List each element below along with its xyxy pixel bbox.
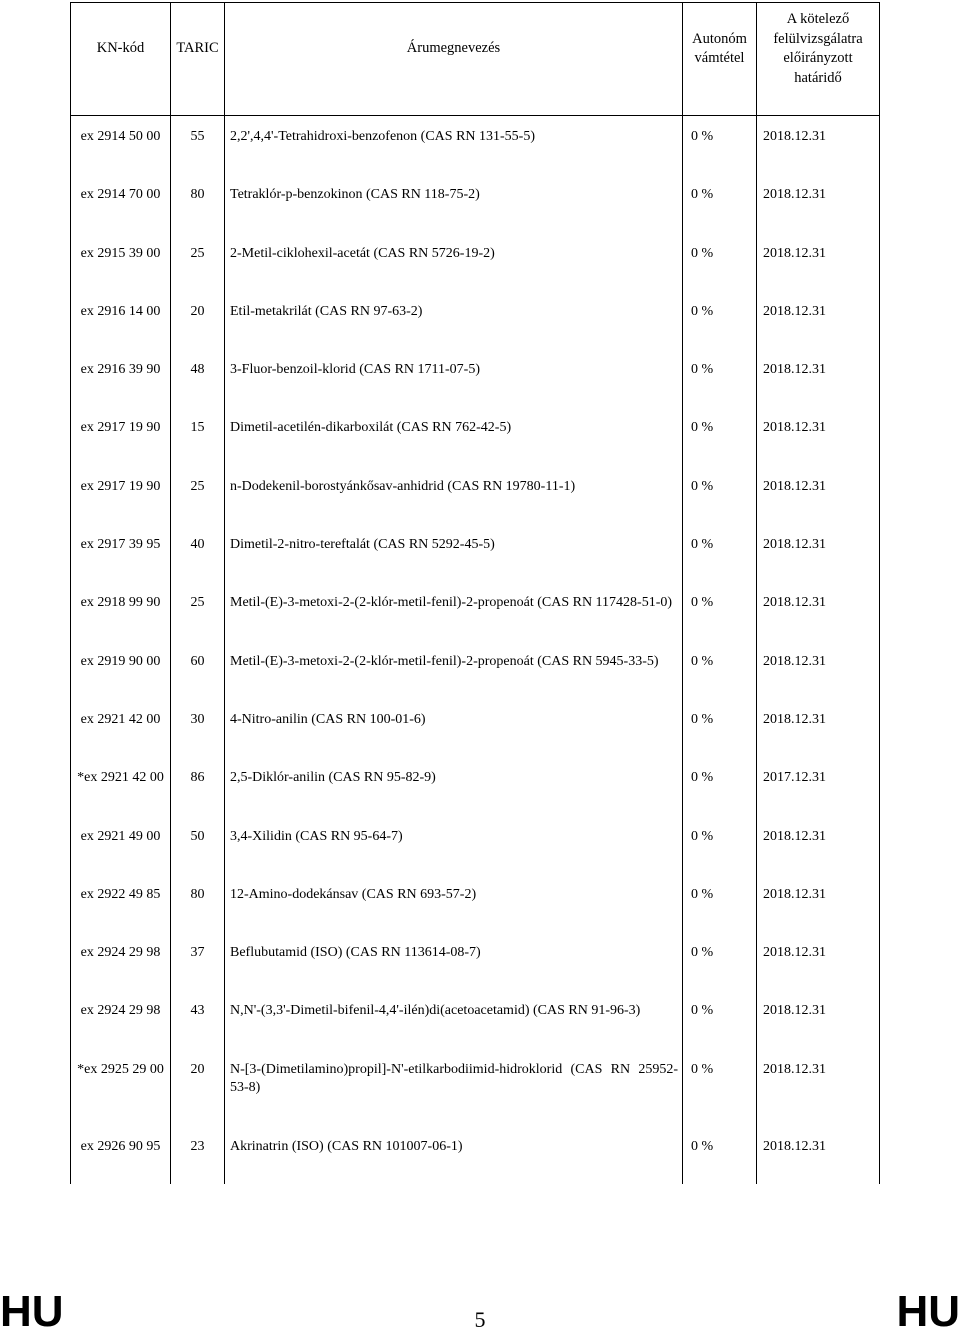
description-cell: n-Dodekenil-borostyánkősav-anhidrid (CAS RN 19780-11-1) — [224, 466, 682, 524]
review-deadline-cell: 2018.12.31 — [756, 291, 880, 349]
kn-code-cell: *ex 2925 29 00 — [70, 1049, 170, 1126]
page-number: 5 — [474, 1307, 486, 1332]
taric-cell: 60 — [170, 641, 224, 699]
description-cell: N-[3-(Dimetilamino)propil]-N'-etilkarbodiimid-hidroklorid (CAS RN 25952-53-8) — [224, 1049, 682, 1126]
taric-cell: 50 — [170, 816, 224, 874]
description-cell: Tetraklór-p-benzokinon (CAS RN 118-75-2) — [224, 174, 682, 232]
header-taric — [170, 3, 224, 115]
taric-cell: 86 — [170, 757, 224, 815]
autonomous-rate-cell: 0 % — [682, 932, 756, 990]
autonomous-rate-cell: 0 % — [682, 349, 756, 407]
taric-cell: 30 — [170, 699, 224, 757]
description-cell: Akrinatrin (ISO) (CAS RN 101007-06-1) — [224, 1126, 682, 1184]
taric-cell: 15 — [170, 407, 224, 465]
taric-cell: 23 — [170, 1126, 224, 1184]
table-row — [70, 582, 880, 640]
table-row — [70, 407, 880, 465]
header-kn-code — [70, 3, 170, 115]
header-rate-line: Autonóm — [692, 30, 747, 47]
taric-cell: 40 — [170, 524, 224, 582]
autonomous-rate-cell: 0 % — [682, 582, 756, 640]
autonomous-rate-cell: 0 % — [682, 116, 756, 174]
table-row — [70, 641, 880, 699]
autonomous-rate-cell: 0 % — [682, 291, 756, 349]
table-header — [70, 2, 880, 116]
kn-code-cell: ex 2914 70 00 — [70, 174, 170, 232]
footer-language-code-right: HU — [896, 1290, 960, 1334]
kn-code-cell: ex 2924 29 98 — [70, 932, 170, 990]
kn-code-cell: ex 2918 99 90 — [70, 582, 170, 640]
description-cell: 3,4-Xilidin (CAS RN 95-64-7) — [224, 816, 682, 874]
kn-code-cell: ex 2914 50 00 — [70, 116, 170, 174]
description-cell: Dimetil-2-nitro-tereftalát (CAS RN 5292-45-5) — [224, 524, 682, 582]
description-cell: 4-Nitro-anilin (CAS RN 100-01-6) — [224, 699, 682, 757]
header-deadline-line: A kötelező — [786, 11, 850, 27]
review-deadline-cell: 2018.12.31 — [756, 990, 880, 1048]
review-deadline-cell: 2018.12.31 — [756, 932, 880, 990]
header-autonomous-rate — [682, 3, 756, 115]
review-deadline-cell: 2018.12.31 — [756, 641, 880, 699]
description-cell: 2,5-Diklór-anilin (CAS RN 95-82-9) — [224, 757, 682, 815]
autonomous-rate-cell: 0 % — [682, 233, 756, 291]
taric-cell: 20 — [170, 291, 224, 349]
table-row — [70, 174, 880, 232]
review-deadline-cell: 2018.12.31 — [756, 233, 880, 291]
review-deadline-cell: 2018.12.31 — [756, 1049, 880, 1126]
review-deadline-cell: 2018.12.31 — [756, 699, 880, 757]
table-row — [70, 233, 880, 291]
table-row — [70, 990, 880, 1048]
header-kn-code-label: KN-kód — [96, 40, 145, 57]
table-row — [70, 816, 880, 874]
header-rate-line: vámtétel — [694, 50, 745, 66]
taric-cell: 80 — [170, 174, 224, 232]
autonomous-rate-cell: 0 % — [682, 1049, 756, 1126]
review-deadline-cell: 2017.12.31 — [756, 757, 880, 815]
kn-code-cell: *ex 2921 42 00 — [70, 757, 170, 815]
footer-language-code-left: HU — [0, 1290, 64, 1334]
kn-code-cell: ex 2921 49 00 — [70, 816, 170, 874]
description-cell: 3-Fluor-benzoil-klorid (CAS RN 1711-07-5) — [224, 349, 682, 407]
autonomous-rate-cell: 0 % — [682, 757, 756, 815]
taric-cell: 25 — [170, 233, 224, 291]
autonomous-rate-cell: 0 % — [682, 1126, 756, 1184]
taric-cell: 55 — [170, 116, 224, 174]
table-row — [70, 291, 880, 349]
table-body — [70, 116, 880, 1184]
kn-code-cell: ex 2922 49 85 — [70, 874, 170, 932]
description-cell: Dimetil-acetilén-dikarboxilát (CAS RN 762-42-5) — [224, 407, 682, 465]
table-row — [70, 116, 880, 174]
description-cell: Metil-(E)-3-metoxi-2-(2-klór-metil-fenil)-2-propenoát (CAS RN 117428-51-0) — [224, 582, 682, 640]
review-deadline-cell: 2018.12.31 — [756, 407, 880, 465]
autonomous-rate-cell: 0 % — [682, 524, 756, 582]
table-row — [70, 524, 880, 582]
taric-cell: 20 — [170, 1049, 224, 1126]
autonomous-rate-cell: 0 % — [682, 699, 756, 757]
kn-code-cell: ex 2924 29 98 — [70, 990, 170, 1048]
description-cell: 2,2',4,4'-Tetrahidroxi-benzofenon (CAS RN 131-55-5) — [224, 116, 682, 174]
review-deadline-cell: 2018.12.31 — [756, 874, 880, 932]
review-deadline-cell: 2018.12.31 — [756, 174, 880, 232]
table-row — [70, 932, 880, 990]
header-description — [224, 3, 682, 115]
header-deadline-line: határidő — [794, 69, 842, 86]
table-row — [70, 466, 880, 524]
review-deadline-cell: 2018.12.31 — [756, 116, 880, 174]
taric-cell: 25 — [170, 466, 224, 524]
table-row — [70, 1049, 880, 1126]
autonomous-rate-cell: 0 % — [682, 816, 756, 874]
autonomous-rate-cell: 0 % — [682, 174, 756, 232]
header-deadline-line: előirányzott — [783, 50, 853, 66]
taric-cell: 25 — [170, 582, 224, 640]
review-deadline-cell: 2018.12.31 — [756, 466, 880, 524]
kn-code-cell: ex 2917 39 95 — [70, 524, 170, 582]
kn-code-cell: ex 2916 14 00 — [70, 291, 170, 349]
description-cell: Beflubutamid (ISO) (CAS RN 113614-08-7) — [224, 932, 682, 990]
taric-cell: 48 — [170, 349, 224, 407]
review-deadline-cell: 2018.12.31 — [756, 816, 880, 874]
header-deadline-line: felülvizsgálatra — [773, 30, 863, 47]
kn-code-cell: ex 2916 39 90 — [70, 349, 170, 407]
taric-cell: 80 — [170, 874, 224, 932]
description-cell: N,N'-(3,3'-Dimetil-bifenil-4,4'-ilén)di(acetoacetamid) (CAS RN 91-96-3) — [224, 990, 682, 1048]
header-description-label: Árumegnevezés — [406, 40, 501, 57]
table-row — [70, 1126, 880, 1184]
kn-code-cell: ex 2926 90 95 — [70, 1126, 170, 1184]
review-deadline-cell: 2018.12.31 — [756, 524, 880, 582]
description-cell: 2-Metil-ciklohexil-acetát (CAS RN 5726-19-2) — [224, 233, 682, 291]
kn-code-cell: ex 2917 19 90 — [70, 466, 170, 524]
autonomous-rate-cell: 0 % — [682, 466, 756, 524]
review-deadline-cell: 2018.12.31 — [756, 349, 880, 407]
taric-cell: 37 — [170, 932, 224, 990]
description-cell: Etil-metakrilát (CAS RN 97-63-2) — [224, 291, 682, 349]
review-deadline-cell: 2018.12.31 — [756, 1126, 880, 1184]
tariff-table — [70, 2, 880, 1184]
header-review-deadline — [756, 3, 880, 115]
review-deadline-cell: 2018.12.31 — [756, 582, 880, 640]
table-row — [70, 349, 880, 407]
kn-code-cell: ex 2915 39 00 — [70, 233, 170, 291]
autonomous-rate-cell: 0 % — [682, 641, 756, 699]
table-row — [70, 699, 880, 757]
taric-cell: 43 — [170, 990, 224, 1048]
description-cell: Metil-(E)-3-metoxi-2-(2-klór-metil-fenil)-2-propenoát (CAS RN 5945-33-5) — [224, 641, 682, 699]
table-row — [70, 757, 880, 815]
table-row — [70, 874, 880, 932]
description-cell: 12-Amino-dodekánsav (CAS RN 693-57-2) — [224, 874, 682, 932]
kn-code-cell: ex 2919 90 00 — [70, 641, 170, 699]
autonomous-rate-cell: 0 % — [682, 874, 756, 932]
autonomous-rate-cell: 0 % — [682, 407, 756, 465]
autonomous-rate-cell: 0 % — [682, 990, 756, 1048]
header-taric-label: TARIC — [176, 40, 219, 57]
kn-code-cell: ex 2921 42 00 — [70, 699, 170, 757]
kn-code-cell: ex 2917 19 90 — [70, 407, 170, 465]
